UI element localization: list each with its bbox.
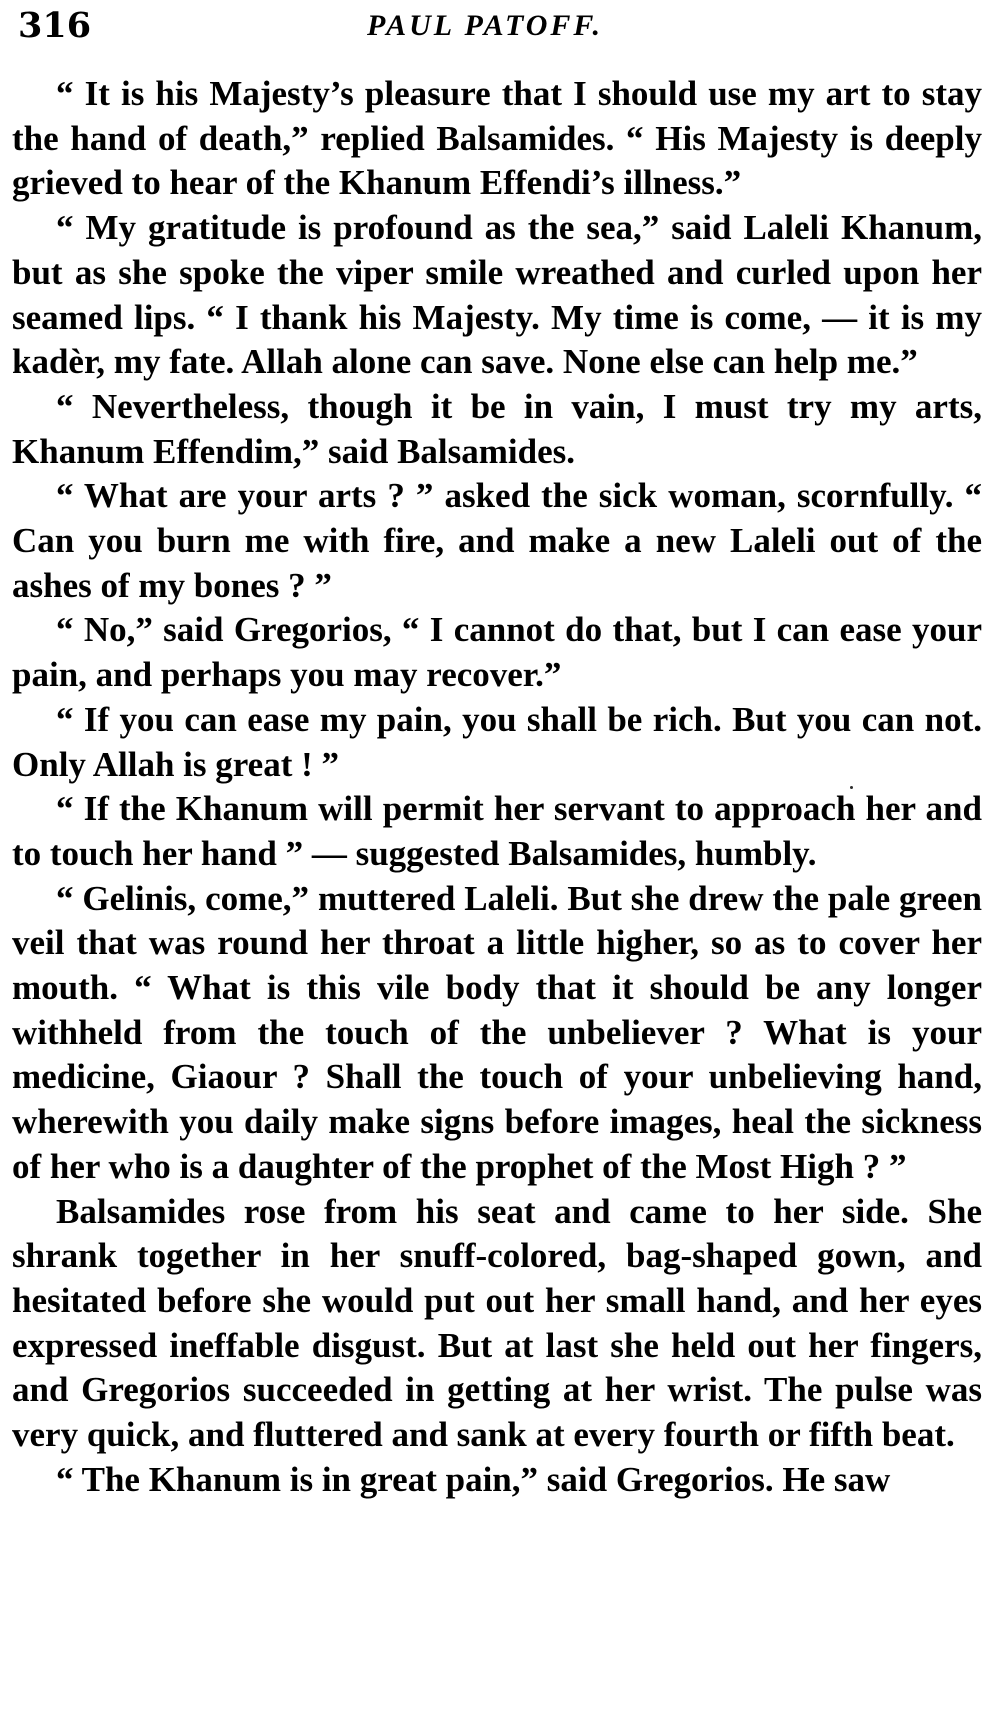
page-header bbox=[18, 4, 980, 64]
paragraph: “ Nevertheless, though it be in vain, I must try my arts, Khanum Effendim,” said Balsamides. bbox=[12, 386, 982, 471]
paragraph: “ The Khanum is in great pain,” said Gregorios. He saw bbox=[56, 1459, 891, 1499]
paragraph: “ What are your arts ? ” asked the sick woman, scornfully. “ Can you burn me with fire, and make a new Laleli out of the ashes of my bones ? ” bbox=[12, 476, 982, 605]
paragraph: “ It is his Majesty’s pleasure that I should use my art to stay the hand of death,” replied Balsamides. “ His Majesty is deeply grieved to hear of the Khanum Effendi’s illness.” bbox=[12, 74, 982, 203]
paragraph: “ Gelinis, come,” muttered Laleli. But she drew the pale green veil that was round her throat a little higher, so as to cover her mouth. “ What is this vile body that it should be any longer withheld from the touch of the unbeliever ? What is your medicine, Giaour ? Shall the touch of your unbelieving hand, wherewith you daily make signs before images, heal the sickness of her who is a daughter of the prophet of the Most High ? ” bbox=[12, 878, 982, 1186]
paragraph: “ My gratitude is profound as the sea,” said Laleli Khanum, but as she spoke the viper smile wreathed and curled upon her seamed lips. “ I thank his Majesty. My time is come, — it is my kadèr, my fate. Allah alone can save. None else can help me.” bbox=[12, 208, 982, 382]
running-title: PAUL PATOFF. bbox=[367, 9, 604, 42]
paragraph: “ If the Khanum will permit her servant to approach her and to touch her hand ” — suggested Balsamides, humbly. bbox=[12, 789, 982, 873]
scan-speck bbox=[850, 786, 853, 789]
paragraph: “ If you can ease my pain, you shall be rich. But you can not. Only Allah is great ! ” bbox=[12, 699, 982, 784]
body-text bbox=[12, 72, 982, 1503]
paragraph: Balsamides rose from his seat and came to her side. She shrank together in her snuff-colored, bag-shaped gown, and hesitated before she would put out her small hand, and her eyes expressed ineffable disgust. But at last she held out her fingers, and Gregorios succeeded in getting at her wrist. The pulse was very quick, and fluttered and sank at every fourth or fifth beat. bbox=[12, 1191, 982, 1455]
paragraph: “ No,” said Gregorios, “ I cannot do that, but I can ease your pain, and perhaps you may recover.” bbox=[12, 610, 982, 695]
page-number: 316 bbox=[18, 5, 92, 46]
